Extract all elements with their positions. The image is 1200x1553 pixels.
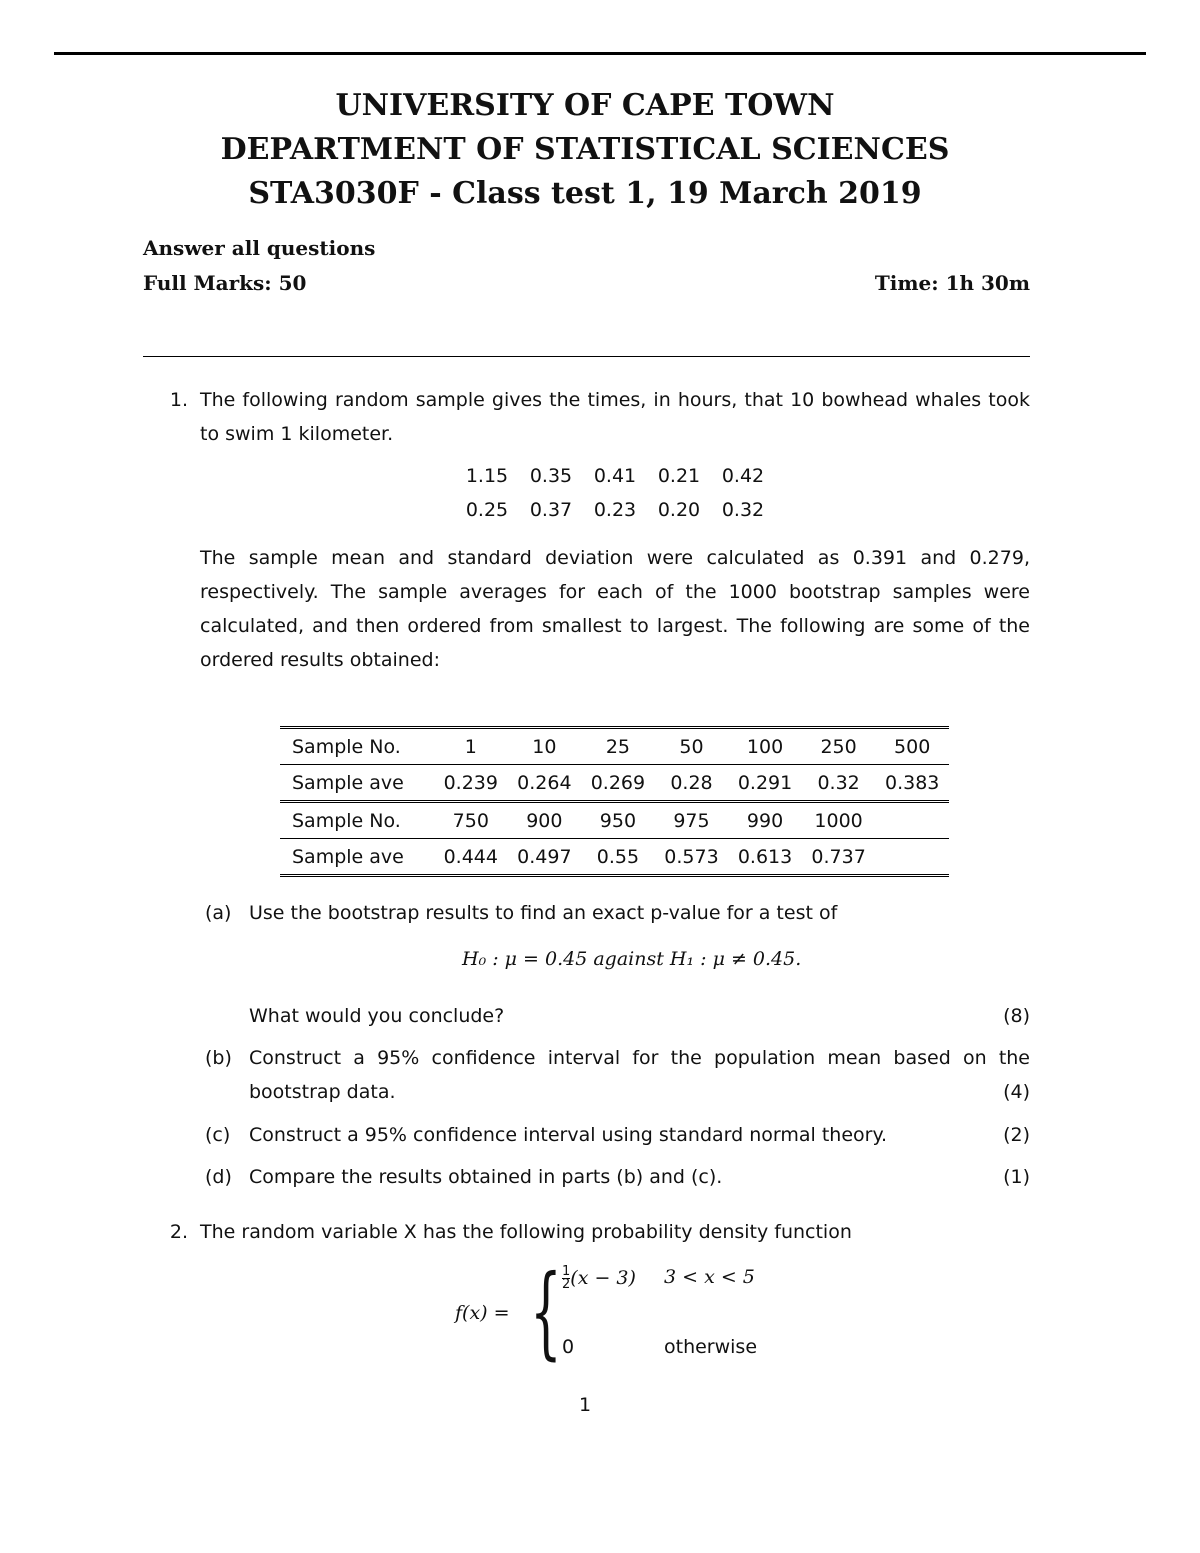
page-number: 1: [578, 1394, 592, 1416]
table-row: [280, 728, 949, 765]
question-2-intro: The random variable X has the following probability density function: [200, 1221, 852, 1243]
table-cell: [875, 802, 949, 839]
row-label: Sample No.: [280, 802, 434, 839]
sample-value: 0.32: [721, 499, 765, 521]
table-cell: 900: [508, 802, 582, 839]
table-row: [280, 802, 949, 839]
marks-time-row: [143, 271, 1030, 295]
table-row: [280, 839, 949, 876]
part-a-label: (a): [205, 902, 232, 924]
samples-row-1: [455, 465, 795, 487]
table-cell: 100: [728, 728, 802, 765]
sample-value: 1.15: [465, 465, 509, 487]
table-cell: 0.55: [581, 839, 655, 876]
brace-icon: {: [530, 1253, 562, 1370]
table-cell: 1000: [802, 802, 876, 839]
question-1-intro: The following random sample gives the times, in hours, that 10 bowhead whales took to swim 1 kilometer.: [200, 389, 1030, 445]
table-cell: 250: [802, 728, 876, 765]
fraction-denominator: 2: [562, 1277, 571, 1292]
question-2-number: 2.: [169, 1221, 188, 1243]
case-2-expr: 0: [562, 1336, 575, 1358]
table-cell: 10: [508, 728, 582, 765]
university-name: UNIVERSITY OF CAPE TOWN: [335, 88, 835, 123]
part-d-text: Compare the results obtained in parts (b) and (c).: [249, 1166, 723, 1188]
table-cell: 0.32: [802, 765, 876, 802]
question-1-para-text: The sample mean and standard deviation were calculated as 0.391 and 0.279, respectively. The sample averages for each of the 1000 bootstrap samples were calculated, and then ordered from smallest to largest. The following are some of the ordered results obtained:: [200, 547, 1030, 671]
pdf-case-2: [562, 1336, 758, 1358]
part-a-follow-text: What would you conclude?: [249, 1005, 505, 1027]
part-c-marks: (2): [1003, 1124, 1030, 1146]
row-label: Sample ave: [280, 765, 434, 802]
time-allowed: Time: 1h 30m: [874, 271, 1030, 295]
sample-value: 0.20: [657, 499, 701, 521]
sample-value: 0.37: [529, 499, 573, 521]
sample-value: 0.21: [657, 465, 701, 487]
part-a-text: Use the bootstrap results to find an exact p-value for a test of: [249, 902, 838, 924]
test-title: STA3030F - Class test 1, 19 March 2019: [248, 176, 922, 211]
part-d-label: (d): [205, 1166, 232, 1188]
pdf-lhs: f(x) =: [455, 1302, 510, 1324]
samples-row-2: [455, 499, 795, 521]
row-label: Sample No.: [280, 728, 434, 765]
part-d-marks: (1): [1003, 1166, 1030, 1188]
case-1-cond: 3 < x < 5: [664, 1266, 755, 1288]
sample-value: 0.42: [721, 465, 765, 487]
row-label: Sample ave: [280, 839, 434, 876]
table-cell: 0.291: [728, 765, 802, 802]
table-cell: 25: [581, 728, 655, 765]
table-cell: 950: [581, 802, 655, 839]
title-block: [0, 84, 1170, 216]
sample-value: 0.35: [529, 465, 573, 487]
table-cell: 0.444: [434, 839, 508, 876]
part-b-marks: (4): [1003, 1081, 1030, 1103]
table-cell: 0.497: [508, 839, 582, 876]
instructions-text: Answer all questions: [143, 236, 376, 260]
fraction-numerator: 1: [562, 1264, 571, 1279]
table-cell: 500: [875, 728, 949, 765]
part-c-text: Construct a 95% confidence interval using standard normal theory.: [249, 1124, 888, 1146]
divider-rule: [143, 356, 1030, 357]
table-cell: 750: [434, 802, 508, 839]
part-b-label: (b): [205, 1047, 232, 1069]
part-a-marks: (8): [1003, 1005, 1030, 1027]
table-cell: 0.737: [802, 839, 876, 876]
top-rule: [54, 52, 1146, 55]
instructions: [143, 236, 1030, 260]
table-row: [280, 765, 949, 802]
case-1-expr: (x − 3): [570, 1267, 636, 1289]
case-2-cond: otherwise: [664, 1336, 758, 1358]
sample-value: 0.25: [465, 499, 509, 521]
table-cell: 0.613: [728, 839, 802, 876]
table-cell: 975: [655, 802, 729, 839]
table-cell: 0.28: [655, 765, 729, 802]
table-cell: 0.264: [508, 765, 582, 802]
sample-value: 0.41: [593, 465, 637, 487]
table-cell: 0.383: [875, 765, 949, 802]
table-cell: 1: [434, 728, 508, 765]
part-c-label: (c): [205, 1124, 231, 1146]
full-marks: Full Marks: 50: [143, 271, 307, 295]
table-cell: 0.239: [434, 765, 508, 802]
hypothesis: H₀ : μ = 0.45 against H₁ : μ ≠ 0.45.: [462, 948, 802, 970]
table-cell: 0.269: [581, 765, 655, 802]
table-cell: 0.573: [655, 839, 729, 876]
department-name: DEPARTMENT OF STATISTICAL SCIENCES: [220, 132, 950, 167]
question-1-number: 1.: [169, 389, 188, 411]
table-cell: 50: [655, 728, 729, 765]
table-cell: [875, 839, 949, 876]
sample-value: 0.23: [593, 499, 637, 521]
part-b-text: Construct a 95% confidence interval for the population mean based on the bootstrap data.: [249, 1047, 1030, 1103]
table-cell: 990: [728, 802, 802, 839]
bootstrap-table: [280, 726, 949, 877]
pdf-case-1: [562, 1264, 755, 1292]
